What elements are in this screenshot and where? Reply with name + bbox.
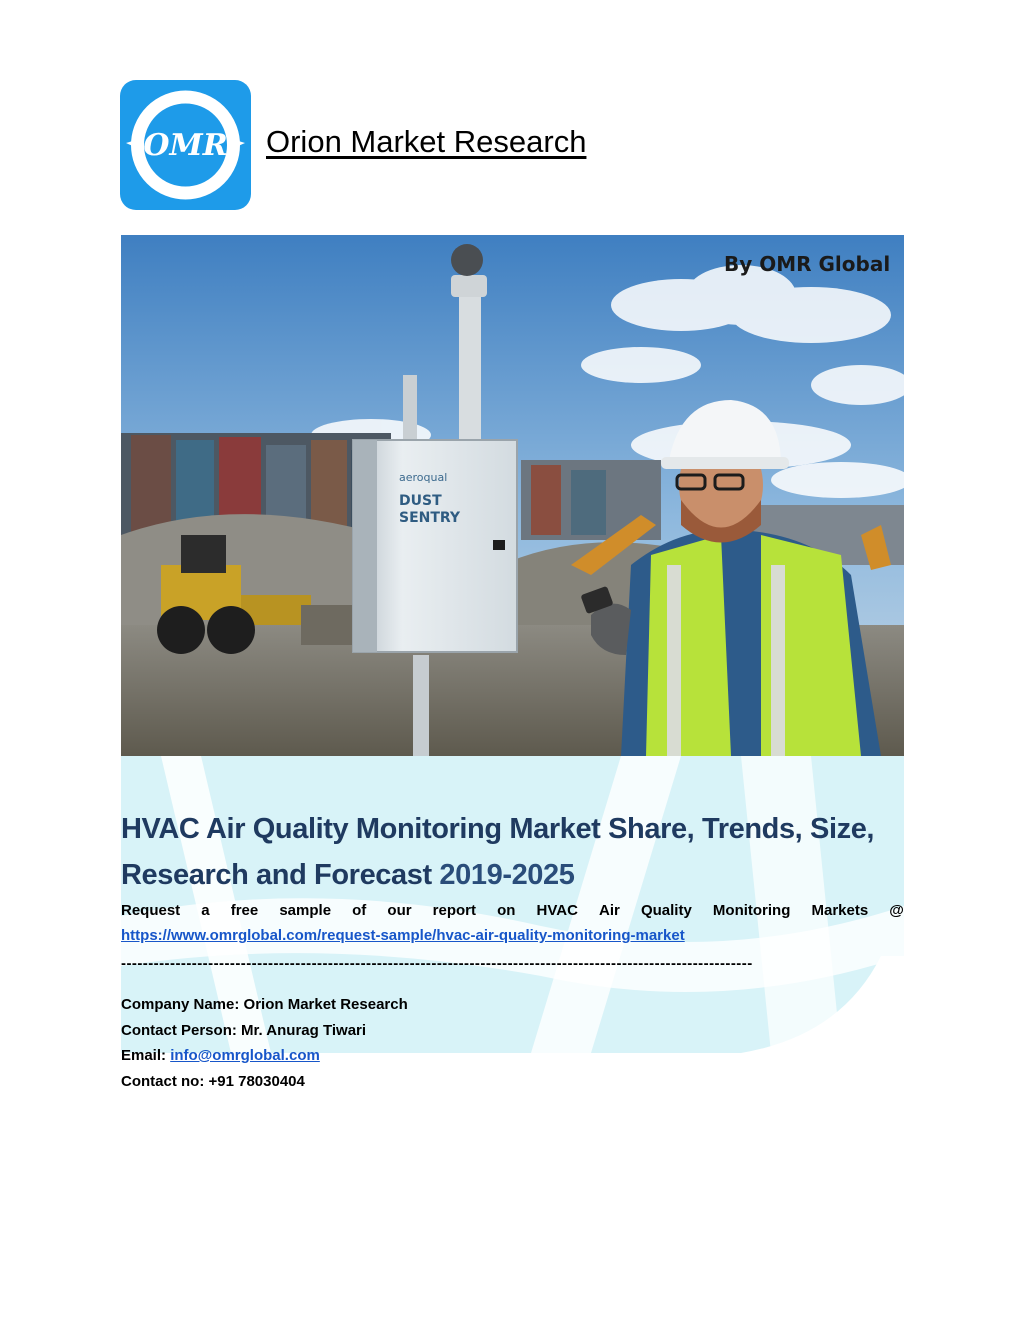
box-brand-text: aeroqual <box>399 471 448 484</box>
request-sample-line <box>121 902 904 919</box>
request-word: Request <box>121 902 181 919</box>
org-title: Orion Market Research <box>266 124 587 159</box>
phone-label: Contact no: <box>121 1073 209 1090</box>
request-word: @ <box>889 902 904 919</box>
request-word: a <box>201 902 210 919</box>
report-title-years: 2019-2025 <box>439 859 575 891</box>
box-line2-text: SENTRY <box>399 510 461 526</box>
request-word: free <box>230 902 259 919</box>
logo-text: OMR <box>143 128 228 163</box>
phone-value: +91 78030404 <box>208 1073 305 1090</box>
report-title-main: HVAC Air Quality Monitoring Market Share, Trends, Size, Research and Forecast <box>121 813 875 891</box>
contact-person-line <box>121 1022 366 1039</box>
request-sample-link[interactable]: https://www.omrglobal.com/request-sample/hvac-air-quality-monitoring-market <box>121 927 685 944</box>
report-title <box>121 806 904 898</box>
omr-logo <box>120 80 251 210</box>
contact-number-line <box>121 1073 305 1090</box>
person-label: Contact Person: <box>121 1022 242 1039</box>
separator-line: -------------------------------------------------------------------------------------------------------------------- <box>121 955 753 972</box>
request-word: of <box>352 902 367 919</box>
request-word: our <box>387 902 412 919</box>
person-value: Mr. Anurag Tiwari <box>241 1022 367 1039</box>
email-line <box>121 1047 320 1064</box>
hero-caption: By OMR Global <box>724 252 891 276</box>
company-name-line <box>121 996 408 1013</box>
hero-image <box>121 235 904 756</box>
company-label: Company Name: <box>121 996 244 1013</box>
company-value: Orion Market Research <box>243 996 408 1013</box>
request-word: Air <box>599 902 620 919</box>
email-link[interactable]: info@omrglobal.com <box>170 1047 320 1064</box>
box-line1-text: DUST <box>399 493 442 509</box>
request-word: on <box>497 902 516 919</box>
request-word: Monitoring <box>712 902 791 919</box>
request-word: Markets <box>811 902 869 919</box>
request-word: HVAC <box>536 902 578 919</box>
request-word: Quality <box>640 902 692 919</box>
request-word: sample <box>279 902 332 919</box>
email-label: Email: <box>121 1047 171 1064</box>
request-word: report <box>432 902 477 919</box>
